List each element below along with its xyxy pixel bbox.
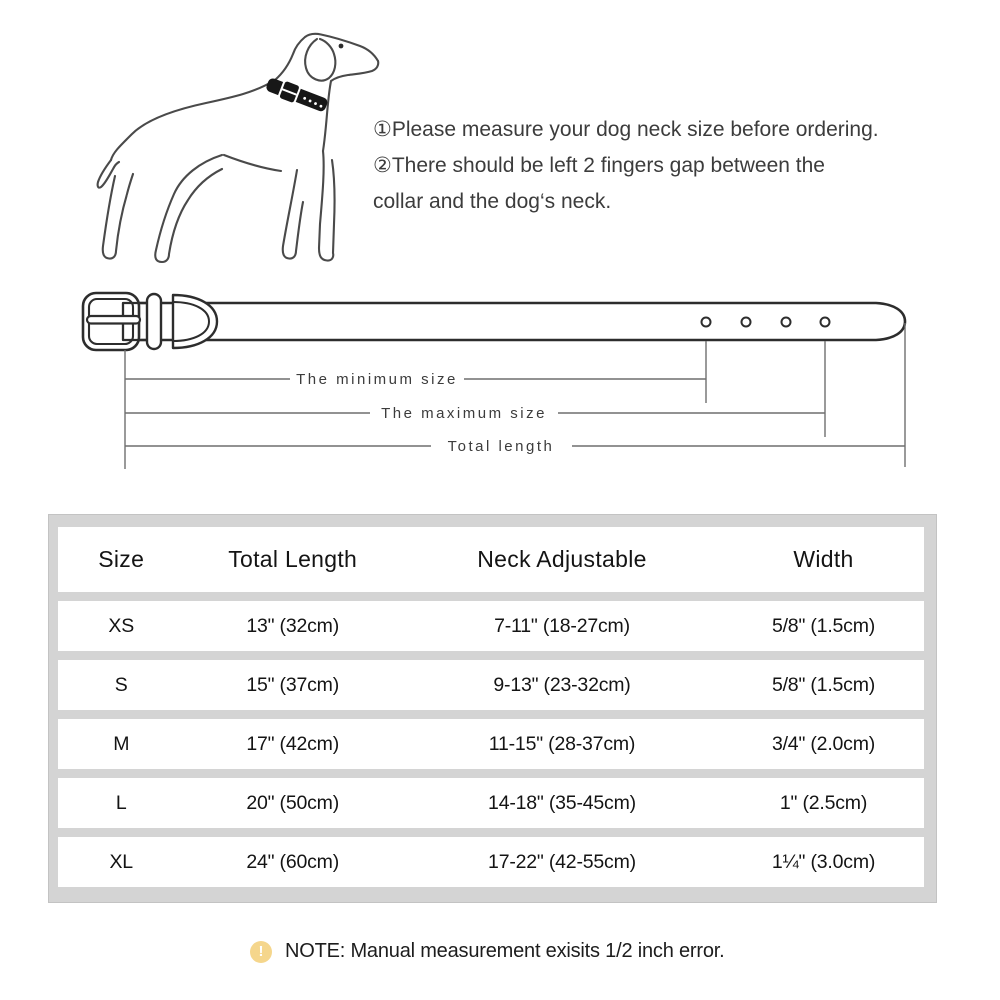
exclamation-icon: ! bbox=[250, 941, 272, 963]
buckle-pin bbox=[87, 316, 140, 324]
cell-size: M bbox=[113, 732, 130, 755]
table-row bbox=[58, 778, 924, 828]
table-row bbox=[58, 660, 924, 710]
dog-tail bbox=[98, 160, 119, 188]
cell-size: S bbox=[114, 673, 128, 696]
total-length-label: Total length bbox=[447, 438, 555, 455]
keeper-loop bbox=[147, 294, 161, 349]
col-header-width: Width bbox=[793, 546, 854, 572]
minimum-size-label: The minimum size bbox=[296, 371, 458, 388]
measuring-instructions bbox=[373, 112, 948, 220]
cell-width: 5/8" (1.5cm) bbox=[771, 673, 876, 696]
dog-illustration bbox=[85, 18, 385, 270]
col-header-neck-adjustable: Neck Adjustable bbox=[477, 546, 647, 572]
strap-holes bbox=[702, 318, 830, 327]
dog-ear bbox=[305, 39, 335, 81]
cell-neck-adjustable: 14-18" (35-45cm) bbox=[488, 791, 636, 814]
col-header-size: Size bbox=[98, 546, 145, 572]
maximum-size-label: The maximum size bbox=[381, 405, 547, 422]
collar-measurement-diagram bbox=[60, 283, 920, 478]
instruction-2-line2: collar and the dog‘s neck. bbox=[373, 190, 612, 213]
cell-neck-adjustable: 11-15" (28-37cm) bbox=[488, 732, 636, 755]
cell-size: XS bbox=[108, 614, 135, 637]
cell-neck-adjustable: 17-22" (42-55cm) bbox=[488, 850, 636, 873]
cell-size: XL bbox=[109, 850, 133, 873]
table-header-row bbox=[58, 527, 924, 592]
measurement-note bbox=[250, 940, 724, 963]
dog-rear-far-leg bbox=[103, 174, 133, 259]
instruction-2-line1: ②There should be left 2 fingers gap between the bbox=[373, 154, 825, 177]
dog-body-outline bbox=[111, 34, 378, 160]
note-text: NOTE: Manual measurement exisits 1/2 inch error. bbox=[285, 940, 725, 962]
dog-hind-leg bbox=[155, 155, 222, 262]
table-row bbox=[58, 601, 924, 651]
cell-total-length: 20" (50cm) bbox=[246, 791, 340, 814]
cell-width: 5/8" (1.5cm) bbox=[771, 614, 876, 637]
cell-width: 3/4" (2.0cm) bbox=[771, 732, 876, 755]
instruction-1: ①Please measure your dog neck size before ordering. bbox=[373, 118, 879, 141]
dog-front-near-leg bbox=[319, 151, 335, 261]
dog-eye bbox=[339, 44, 344, 49]
cell-neck-adjustable: 9-13" (23-32cm) bbox=[493, 673, 631, 696]
cell-total-length: 13" (32cm) bbox=[246, 614, 340, 637]
cell-total-length: 17" (42cm) bbox=[246, 732, 340, 755]
cell-width: 1" (2.5cm) bbox=[779, 791, 868, 814]
col-header-total-length: Total Length bbox=[228, 546, 358, 572]
instruction-2 bbox=[373, 148, 948, 220]
dog-belly bbox=[224, 155, 281, 171]
cell-neck-adjustable: 7-11" (18-27cm) bbox=[494, 614, 630, 637]
size-chart-table bbox=[48, 514, 937, 903]
table-row bbox=[58, 719, 924, 769]
cell-total-length: 15" (37cm) bbox=[246, 673, 340, 696]
cell-size: L bbox=[115, 791, 127, 814]
cell-total-length: 24" (60cm) bbox=[246, 850, 340, 873]
table-row bbox=[58, 837, 924, 887]
dog-front-far-leg bbox=[283, 170, 303, 259]
cell-width: 1¼" (3.0cm) bbox=[771, 850, 876, 873]
